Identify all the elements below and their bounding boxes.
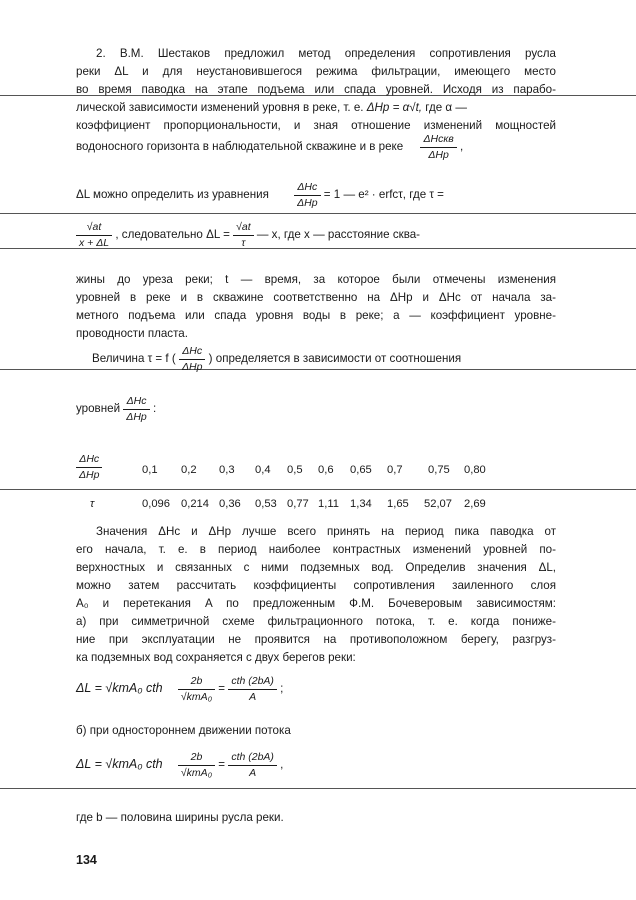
formula-a-equals: = — [218, 682, 226, 696]
footnote-line: где b — половина ширины русла реки. — [76, 811, 284, 824]
para2-line-2: уровней в реке и в скважине соответственно на ΔHp и ΔHc от начала за- — [76, 291, 556, 304]
table-cell: 0,214 — [181, 498, 209, 510]
tau-denominator: x + ΔL — [79, 236, 110, 249]
formula-b-f2-denominator: A — [249, 766, 257, 779]
formula-a-f1-numerator: 2b — [178, 676, 215, 690]
tau-line — [76, 222, 420, 248]
magnitude-numerator: ΔHc — [179, 346, 205, 360]
formula-b-f1-denominator: √kmA₀ — [180, 766, 213, 779]
para3-line-6: а) при симметричной схеме фильтрационного потока, т. е. когда пониже- — [76, 615, 556, 628]
table-cell: 0,6 — [318, 464, 334, 476]
para2-line-1: жины до уреза реки; t — время, за которое были отмечены изменения — [76, 273, 556, 286]
intro-line-4 — [76, 102, 467, 114]
para3-line-1: Значения ΔHc и ΔHp лучше всего принять на период пика паводка от — [96, 525, 556, 538]
ratio-skv-fraction — [420, 134, 456, 160]
table-cell: 0,53 — [255, 498, 277, 510]
table-cell: 0,4 — [255, 464, 271, 476]
levels-denominator: ΔHp — [126, 410, 147, 423]
table-cell: 0,75 — [428, 464, 450, 476]
equation-rhs: = 1 — e² · erfcτ, где τ = — [323, 188, 444, 202]
table-cell: 0,77 — [287, 498, 309, 510]
scan-line — [0, 788, 636, 789]
formula-b-fraction-1 — [178, 752, 215, 778]
intro-line-6 — [76, 134, 463, 160]
table-cell: 2,69 — [464, 498, 486, 510]
table-row1-label — [76, 454, 102, 480]
formula-b-lhs: ΔL = √kmA₀ cth — [76, 757, 163, 772]
tau-fraction — [76, 222, 112, 248]
intro-line-4-tail: где α — — [425, 101, 467, 114]
tau-numerator: √at — [76, 222, 112, 236]
para3-line-4: можно затем рассчитать коэффициенты сопротивления заиленного слоя — [76, 579, 556, 592]
intro-line-5: коэффициент пропорциональности, и зная отношение изменений мощностей — [76, 119, 556, 132]
levels-fraction — [123, 396, 149, 422]
levels-numerator: ΔHc — [123, 396, 149, 410]
intro-line-2: реки ΔL и для неустановившегося режима фильтрации, имеющего место — [76, 65, 556, 78]
levels-line — [76, 396, 156, 422]
para3-line-2: его начала, т. е. в период наиболее контрастных изменений уровней по- — [76, 543, 556, 556]
ratio-skv-numerator: ΔHскв — [420, 134, 456, 148]
table-cell: 0,7 — [387, 464, 403, 476]
table-row1-fraction — [76, 454, 102, 480]
magnitude-denominator: ΔHp — [181, 360, 203, 373]
table-row1-denominator: ΔHp — [79, 468, 100, 481]
magnitude-tail: ) определяется в зависимости от соотношения — [208, 352, 462, 366]
table-row2-label: τ — [90, 498, 95, 510]
equation-line — [76, 182, 444, 208]
formula-b-tail: , — [280, 758, 284, 772]
scan-line — [0, 213, 636, 214]
para3-line-5: A₀ и перетекания A по предложенным Ф.М. Бочеверовым зависимостям: — [76, 597, 556, 610]
para3-line-3: верхностных и связанных с ними подземных вод. Определив значения ΔL, — [76, 561, 556, 574]
para3-line-7: ние при эксплуатации не проявится на противоположном берегу, разгруз- — [76, 633, 556, 646]
formula-a-f2-denominator: A — [249, 690, 257, 703]
levels-tail: : — [153, 402, 157, 416]
equation-ratio-denominator: ΔHp — [297, 196, 318, 209]
equation-ratio-fraction — [294, 182, 320, 208]
table-cell: 0,096 — [142, 498, 170, 510]
formula-b-equals: = — [218, 758, 226, 772]
magnitude-lead: Величина τ = f ( — [92, 352, 176, 366]
formula-b-f2-numerator: cth (2bA) — [228, 752, 277, 766]
intro-line-3: во время паводка на этапе подъема или спада уровней. Исходя из парабо- — [76, 83, 556, 96]
table-cell: 0,5 — [287, 464, 303, 476]
equation-lead: ΔL можно определить из уравнения — [76, 188, 269, 202]
formula-a-f2-numerator: cth (2bA) — [228, 676, 277, 690]
scan-line — [0, 489, 636, 490]
intro-line-1: 2. В.М. Шестаков предложил метод определения сопротивления русла — [96, 47, 556, 60]
intro-line-6-text: водоносного горизонта в наблюдательной скважине и в реке — [76, 140, 404, 154]
tau-mid: , следовательно ΔL = — [115, 228, 230, 242]
magnitude-line — [92, 346, 461, 372]
table-cell: 52,07 — [424, 498, 452, 510]
formula-b-fraction-2 — [228, 752, 277, 778]
para2-line-4: проводности пласта. — [76, 327, 188, 340]
table-cell: 1,65 — [387, 498, 409, 510]
equation-ratio-numerator: ΔHc — [294, 182, 320, 196]
formula-a-f1-denominator: √kmA₀ — [180, 690, 213, 703]
table-cell: 1,11 — [318, 498, 339, 510]
table-cell: 0,80 — [464, 464, 486, 476]
para3-line-8: ка подземных вод сохраняется с двух берегов реки: — [76, 651, 356, 664]
parabolic-formula: ΔHp = α√t, — [366, 101, 423, 114]
delta-l-denominator: τ — [241, 236, 246, 249]
table-cell: 0,2 — [181, 464, 197, 476]
formula-a-fraction-2 — [228, 676, 277, 702]
table-cell: 1,34 — [350, 498, 372, 510]
table-cell: 0,65 — [350, 464, 372, 476]
delta-l-fraction — [233, 222, 254, 248]
ratio-skv-denominator: ΔHp — [428, 148, 449, 161]
formula-a — [76, 676, 283, 702]
table-cell: 0,1 — [142, 464, 158, 476]
tau-tail: — x, где x — расстояние сква- — [256, 228, 421, 242]
formula-a-tail: ; — [280, 682, 284, 696]
levels-label: уровней — [76, 402, 121, 416]
formula-b — [76, 752, 283, 778]
formula-a-fraction-1 — [178, 676, 215, 702]
formula-b-f1-numerator: 2b — [178, 752, 215, 766]
formula-a-lhs: ΔL = √kmA₀ cth — [76, 681, 163, 696]
delta-l-numerator: √at — [233, 222, 254, 236]
case-b-label: б) при одностороннем движении потока — [76, 724, 291, 737]
para2-line-3: метного подъема или спада уровня воды в реке; a — коэффициент уровне- — [76, 309, 556, 322]
page-number: 134 — [76, 853, 97, 867]
magnitude-fraction — [179, 346, 205, 372]
table-cell: 0,3 — [219, 464, 235, 476]
intro-line-6-tail: , — [460, 140, 464, 154]
table-cell: 0,36 — [219, 498, 241, 510]
table-row1-numerator: ΔHc — [76, 454, 102, 468]
intro-line-4-text: лической зависимости изменений уровня в реке, т. е. — [76, 101, 364, 114]
